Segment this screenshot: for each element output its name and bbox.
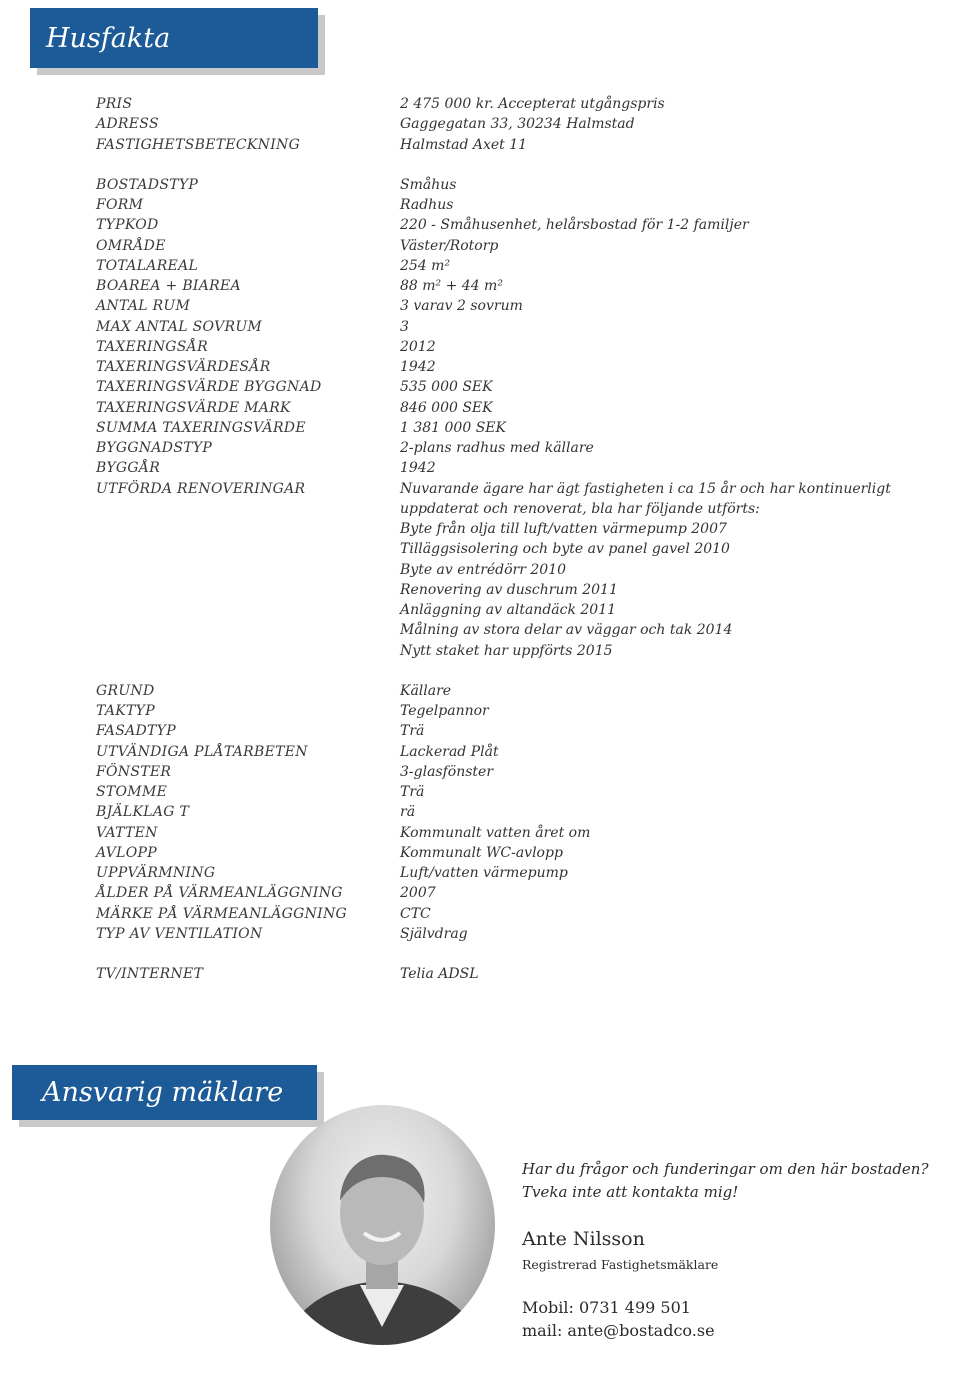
- fact-value: 1 381 000 SEK: [400, 419, 506, 436]
- fact-label: TYP AV VENTILATION: [96, 925, 263, 942]
- fact-label: BOSTADSTYP: [96, 176, 199, 193]
- fact-value: Radhus: [400, 197, 454, 213]
- agent-question-line2: Tveka inte att kontakta mig!: [522, 1183, 739, 1201]
- fact-value: 2007: [400, 885, 436, 902]
- fact-value: Trä: [400, 723, 425, 740]
- fact-label: ADRESS: [96, 116, 159, 133]
- agent-mobile[interactable]: Mobil: 0731 499 501: [522, 1298, 691, 1317]
- fact-label: TV/INTERNET: [96, 966, 204, 982]
- fact-label: ÅLDER PÅ VÄRMEANLÄGGNING: [96, 885, 343, 902]
- fact-value: 2012: [400, 338, 436, 355]
- fact-label: SUMMA TAXERINGSVÄRDE: [96, 419, 306, 436]
- fact-value: Kommunalt WC-avlopp: [400, 844, 563, 861]
- fact-value: 3 varav 2 sovrum: [400, 298, 523, 315]
- agent-section-title: Ansvarig mäklare: [42, 1077, 284, 1108]
- fact-value: Tegelpannor: [400, 703, 489, 719]
- fact-value: 254 m²: [400, 257, 451, 274]
- fact-value: Källare: [400, 682, 452, 699]
- fact-value: Gaggegatan 33, 30234 Halmstad: [400, 116, 635, 133]
- fact-value: Nuvarande ägare har ägt fastigheten i ca 15 år och har kontinuerligt: [400, 480, 891, 497]
- fact-label: MÄRKE PÅ VÄRMEANLÄGGNING: [96, 905, 348, 922]
- fact-label: PRIS: [96, 96, 133, 112]
- husfakta-title: Husfakta: [46, 22, 171, 54]
- fact-label: TOTALAREAL: [96, 257, 199, 274]
- fact-value: Byte från olja till luft/vatten värmepump 2007: [400, 521, 727, 537]
- fact-value: Småhus: [400, 176, 457, 193]
- agent-photo: [270, 1105, 495, 1345]
- fact-label: GRUND: [96, 682, 155, 699]
- fact-label: VATTEN: [96, 824, 158, 841]
- fact-value: 88 m² + 44 m²: [400, 278, 503, 294]
- agent-email[interactable]: mail: ante@bostadco.se: [522, 1321, 715, 1340]
- fact-label: STOMME: [96, 784, 168, 800]
- fact-value: Trä: [400, 784, 425, 800]
- fact-label: TAXERINGSVÄRDESÅR: [96, 359, 271, 375]
- agent-name: Ante Nilsson: [522, 1228, 645, 1250]
- fact-label: TAXERINGSVÄRDE BYGGNAD: [96, 379, 322, 396]
- fact-value: rä: [400, 804, 416, 821]
- fact-label: TAXERINGSÅR: [96, 338, 208, 355]
- fact-value: Telia ADSL: [400, 966, 479, 982]
- fact-label: UPPVÄRMNING: [96, 865, 216, 881]
- fact-value: Lackerad Plåt: [400, 743, 499, 760]
- fact-label: AVLOPP: [96, 844, 157, 861]
- fact-value: 2 475 000 kr. Accepterat utgångspris: [400, 96, 665, 112]
- fact-value: Byte av entrédörr 2010: [400, 561, 567, 578]
- fact-label: TAXERINGSVÄRDE MARK: [96, 399, 291, 416]
- agent-role: Registrerad Fastighetsmäklare: [522, 1257, 719, 1272]
- fact-value: CTC: [400, 905, 431, 922]
- fact-label: BYGGÅR: [96, 460, 161, 477]
- fact-label: UTVÄNDIGA PLÅTARBETEN: [96, 743, 308, 760]
- fact-label: BOAREA + BIAREA: [96, 278, 241, 294]
- fact-value: 220 - Småhusenhet, helårsbostad för 1-2 familjer: [400, 217, 749, 234]
- fact-label: FÖNSTER: [96, 763, 172, 780]
- fact-value: Nytt staket har uppförts 2015: [400, 642, 613, 659]
- fact-label: TYPKOD: [96, 217, 159, 234]
- fact-value: Luft/vatten värmepump: [400, 865, 568, 881]
- fact-label: MAX ANTAL SOVRUM: [96, 318, 263, 335]
- fact-value: Väster/Rotorp: [400, 237, 499, 254]
- fact-value: Kommunalt vatten året om: [400, 824, 591, 841]
- fact-label: ANTAL RUM: [96, 298, 191, 315]
- husfakta-banner: [30, 8, 318, 68]
- fact-label: FASTIGHETSBETECKNING: [96, 136, 301, 153]
- fact-value: 2-plans radhus med källare: [400, 440, 594, 456]
- fact-label: FORM: [96, 197, 144, 213]
- fact-value: 3-glasfönster: [400, 763, 494, 780]
- fact-value: Halmstad Axet 11: [400, 136, 528, 153]
- fact-value: Tilläggsisolering och byte av panel gavel 2010: [400, 541, 730, 558]
- fact-value: 3: [400, 318, 409, 335]
- agent-question-line1: Har du frågor och funderingar om den här bostaden?: [522, 1160, 929, 1178]
- fact-label: UTFÖRDA RENOVERINGAR: [96, 480, 306, 497]
- fact-value: 846 000 SEK: [400, 399, 493, 416]
- fact-label: OMRÅDE: [96, 237, 166, 254]
- fact-value: Självdrag: [400, 925, 468, 942]
- fact-value: 535 000 SEK: [400, 379, 493, 396]
- fact-value: Anläggning av altandäck 2011: [400, 602, 617, 618]
- fact-value: 1942: [400, 359, 436, 375]
- fact-label: FASADTYP: [96, 723, 176, 740]
- fact-label: BJÄLKLAG T: [96, 804, 190, 821]
- fact-value: Målning av stora delar av väggar och tak 2014: [400, 622, 733, 639]
- fact-value: uppdaterat och renoverat, bla har följande utförts:: [400, 500, 760, 517]
- fact-value: Renovering av duschrum 2011: [400, 581, 618, 598]
- fact-label: TAKTYP: [96, 703, 155, 719]
- fact-value: 1942: [400, 460, 436, 477]
- fact-label: BYGGNADSTYP: [96, 440, 213, 456]
